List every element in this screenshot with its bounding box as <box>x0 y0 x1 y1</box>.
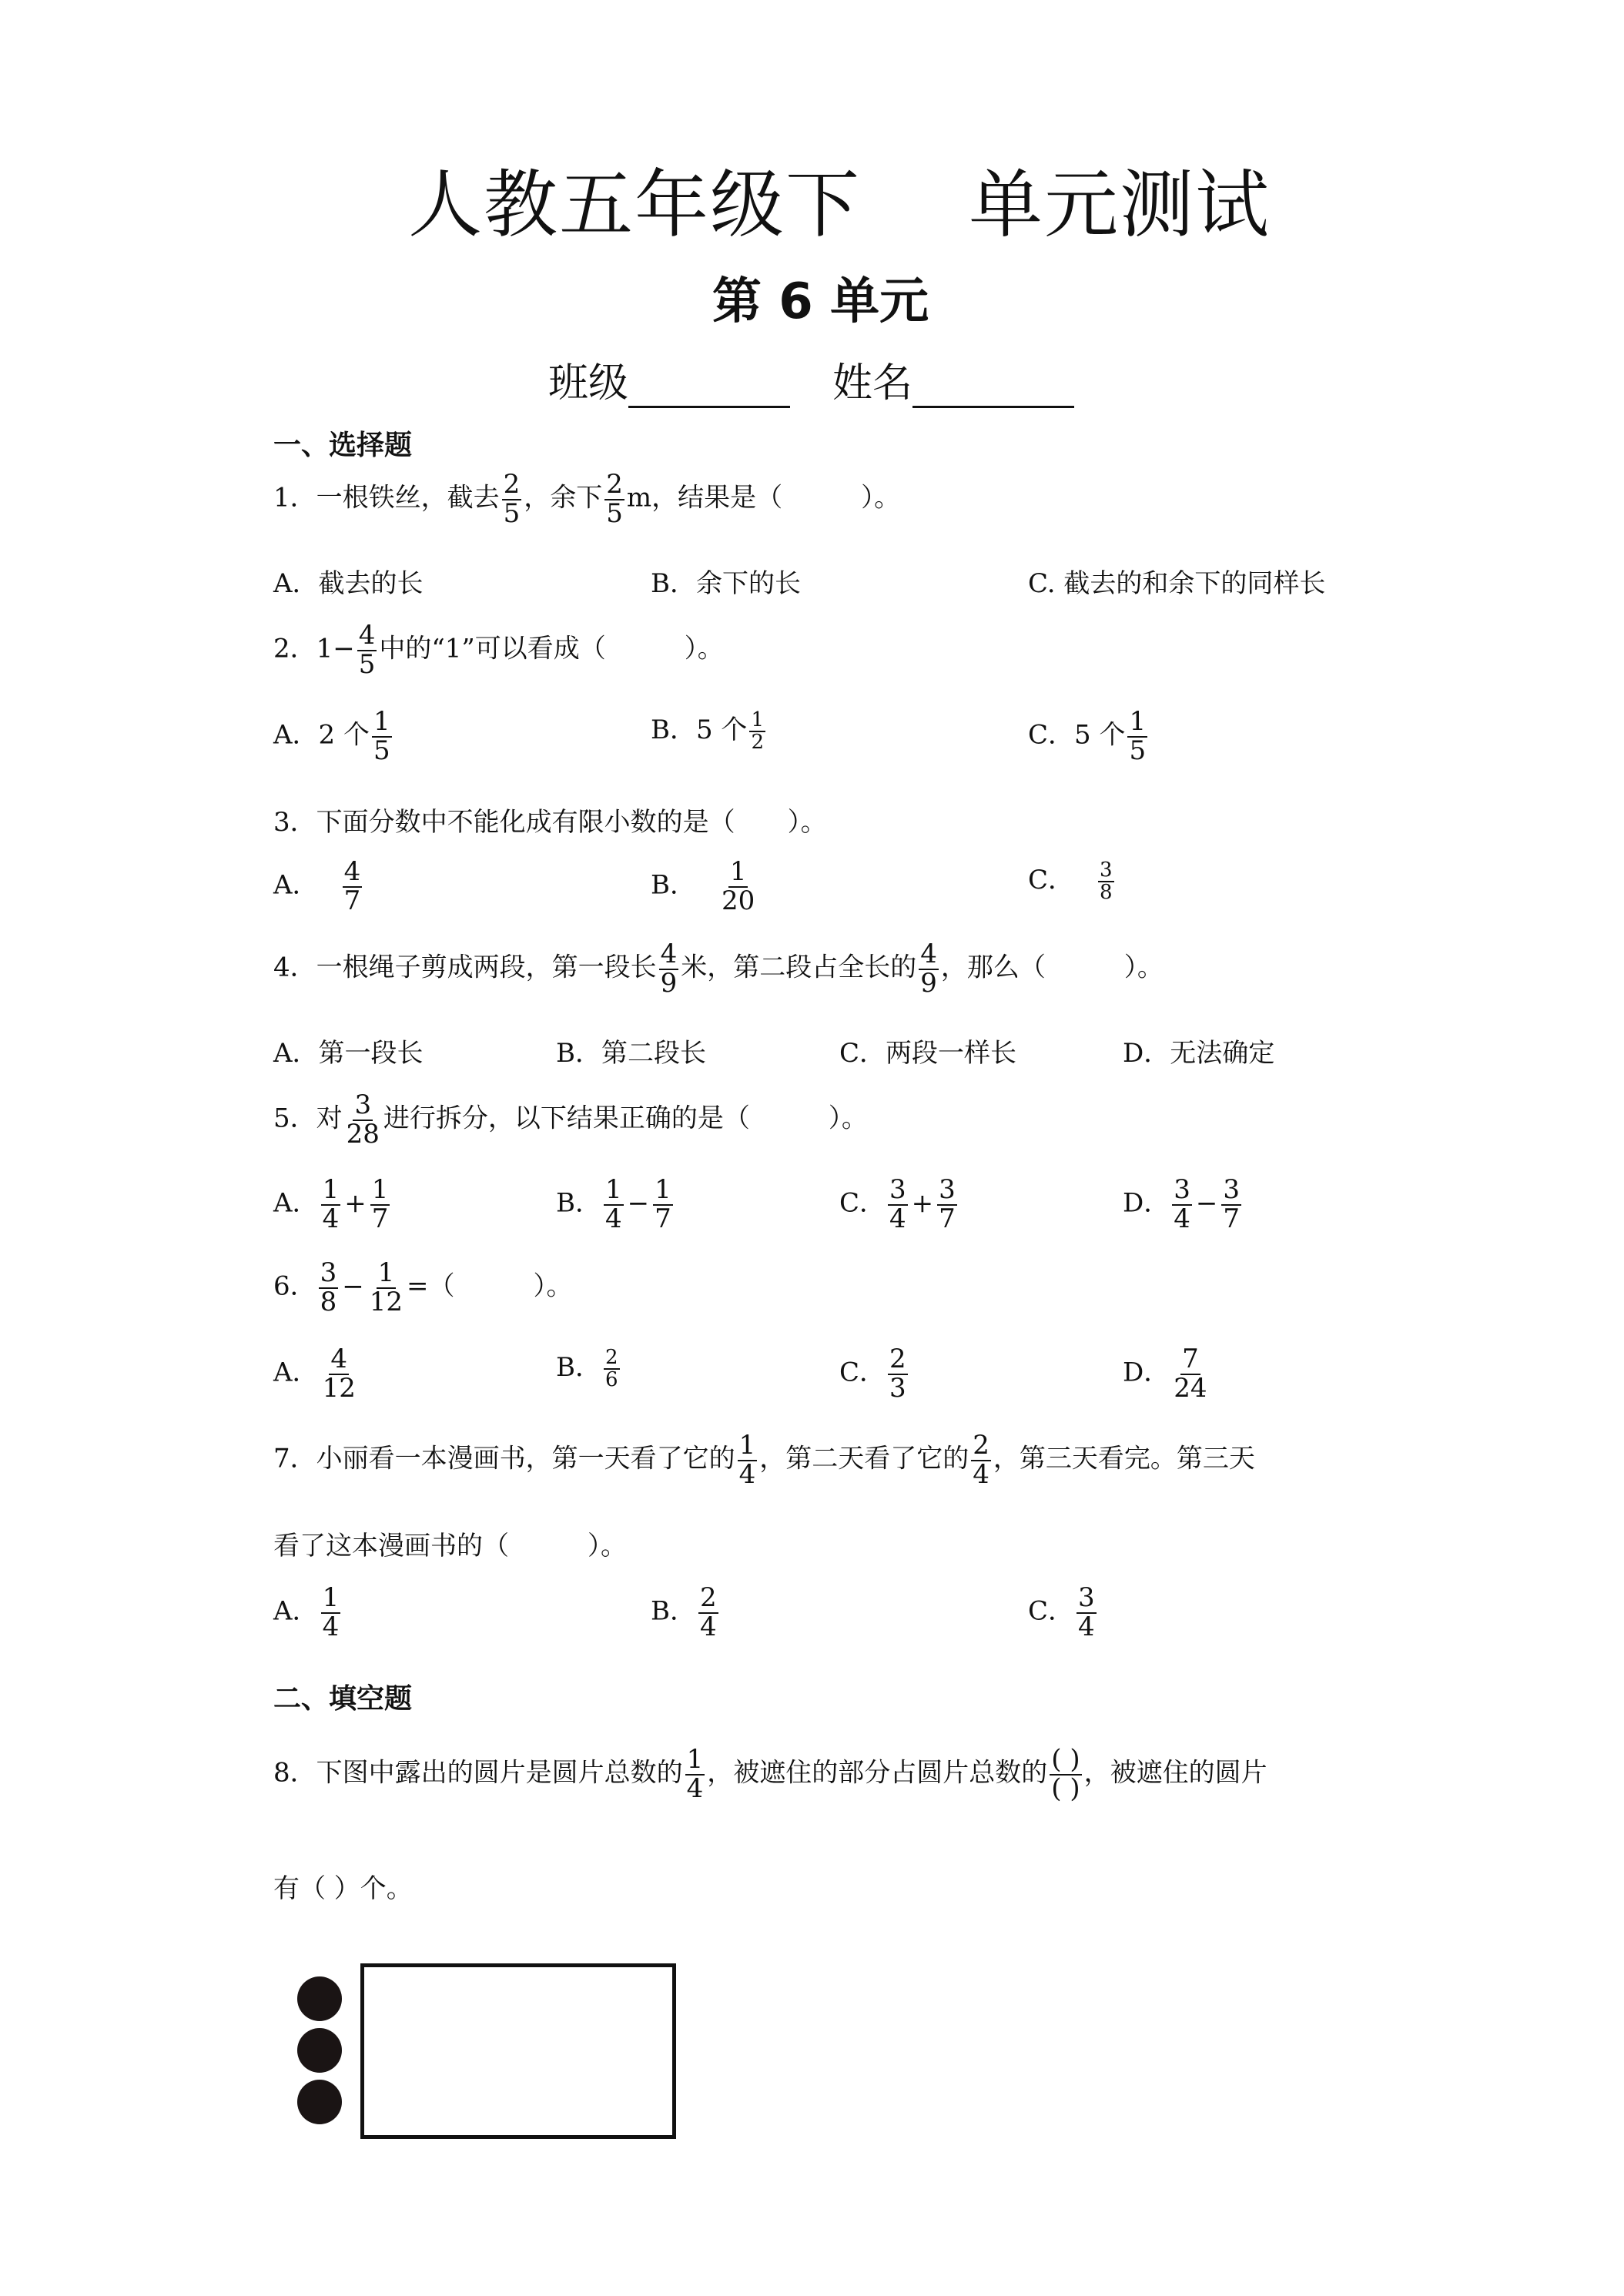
name-blank[interactable] <box>912 366 1074 408</box>
q2-prefix: 2．1− <box>273 633 355 664</box>
q5-option-b[interactable]: B． $\frac{1}{4}$ − $\frac{1}{7}$ <box>556 1174 671 1234</box>
q7-option-c[interactable]: C． $\frac{3}{4}$ <box>1028 1582 1095 1642</box>
title-left: 人教五年级下 <box>408 162 861 248</box>
q1-mid: ，余下 <box>524 482 603 514</box>
question-1 <box>273 471 900 527</box>
q3-option-c[interactable]: C． $\frac{3}{8}$ <box>1028 858 1113 904</box>
q1-fraction-2: $\frac{2}{5}$ <box>606 469 623 529</box>
class-name-line <box>548 350 1074 408</box>
q5-option-d[interactable]: D． $\frac{3}{4}$ − $\frac{3}{7}$ <box>1123 1174 1241 1234</box>
q5-suffix: 进行拆分，以下结果正确的是（ ）。 <box>383 1103 868 1134</box>
q4-option-a[interactable]: A．第一段长 <box>273 1038 424 1069</box>
q3-option-b[interactable]: B． $\frac{1}{20}$ <box>651 856 755 916</box>
covering-rectangle <box>360 1963 676 2139</box>
q4-mid: 米，第二段占全长的 <box>681 952 917 983</box>
q2-fraction: $\frac{4}{5}$ <box>358 620 376 680</box>
visible-circle-1 <box>297 1976 342 2021</box>
q6-suffix: =（ ）。 <box>407 1270 573 1302</box>
q1-option-a[interactable]: A．截去的长 <box>273 568 424 599</box>
q6-option-d[interactable]: D． $\frac{7}{24}$ <box>1123 1344 1207 1404</box>
q4-fraction-2: $\frac{4}{9}$ <box>920 939 937 999</box>
q4-suffix: ，那么（ ）。 <box>940 952 1164 983</box>
question-3: 3．下面分数中不能化成有限小数的是（ ）。 <box>273 807 827 838</box>
q5-prefix: 5．对 <box>273 1103 343 1134</box>
q1-option-b[interactable]: B．余下的长 <box>651 568 801 599</box>
q2-option-c[interactable]: C．5 个 $\frac{1}{5}$ <box>1028 706 1147 766</box>
question-2 <box>273 622 724 678</box>
q6-option-b[interactable]: B． $\frac{2}{6}$ <box>556 1345 618 1391</box>
q2-option-a[interactable]: A．2 个 $\frac{1}{5}$ <box>273 706 390 766</box>
visible-circle-2 <box>297 2028 342 2073</box>
question-8 <box>273 1746 1267 1802</box>
name-label: 姓名 <box>832 360 913 407</box>
q1-suffix: m，结果是（ ）。 <box>626 482 901 514</box>
q4-fraction-1: $\frac{4}{9}$ <box>660 939 678 999</box>
q8-suffix: ，被遮住的圆片 <box>1083 1757 1267 1789</box>
q3-option-a[interactable]: A． $\frac{4}{7}$ <box>273 856 361 916</box>
q7-fraction-1: $\frac{1}{4}$ <box>738 1430 756 1490</box>
page-title <box>408 146 1271 252</box>
q6-operator: − <box>342 1270 364 1302</box>
q6-fraction-1: $\frac{3}{8}$ <box>320 1257 337 1317</box>
q7-option-a[interactable]: A． $\frac{1}{4}$ <box>273 1582 340 1642</box>
q4-option-b[interactable]: B．第二段长 <box>556 1038 706 1069</box>
q5-option-a[interactable]: A． $\frac{1}{4}$ + $\frac{1}{7}$ <box>273 1174 389 1234</box>
question-7-line-2: 看了这本漫画书的（ ）。 <box>273 1531 627 1561</box>
class-label: 班级 <box>548 360 629 407</box>
q5-option-c[interactable]: C． $\frac{3}{4}$ + $\frac{3}{7}$ <box>839 1174 956 1234</box>
q5-fraction: $\frac{3}{28}$ <box>346 1089 380 1150</box>
visible-circle-3 <box>297 2080 342 2124</box>
q8-prefix: 8．下图中露出的圆片是圆片总数的 <box>273 1757 683 1789</box>
q4-option-d[interactable]: D．无法确定 <box>1123 1038 1275 1069</box>
q7-mid: ，第二天看了它的 <box>759 1443 969 1474</box>
q4-option-c[interactable]: C．两段一样长 <box>839 1038 1017 1069</box>
q2-suffix: 中的“1”可以看成（ ）。 <box>379 633 724 664</box>
unit-subtitle: 第 6 单元 <box>712 273 929 330</box>
q7-suffix: ，第三天看完。第三天 <box>993 1443 1255 1474</box>
q4-prefix: 4．一根绳子剪成两段，第一段长 <box>273 952 657 983</box>
q8-answer-fraction[interactable]: ( ) ( ) <box>1051 1744 1080 1804</box>
q6-fraction-2: $\frac{1}{12}$ <box>369 1257 403 1317</box>
q7-fraction-2: $\frac{2}{4}$ <box>973 1430 989 1490</box>
q1-prefix: 1．一根铁丝，截去 <box>273 482 500 514</box>
title-right: 单元测试 <box>969 162 1271 248</box>
q6-option-a[interactable]: A． $\frac{4}{12}$ <box>273 1344 356 1404</box>
q6-prefix: 6． <box>273 1270 316 1302</box>
class-blank[interactable] <box>628 366 790 408</box>
q1-option-c[interactable]: C. 截去的和余下的同样长 <box>1028 568 1326 599</box>
q8-mid: ，被遮住的部分占圆片总数的 <box>707 1757 1048 1789</box>
q7-option-b[interactable]: B． $\frac{2}{4}$ <box>651 1582 717 1642</box>
section-fill-title: 二、填空题 <box>273 1683 413 1715</box>
q8-fraction-1: $\frac{1}{4}$ <box>686 1744 704 1804</box>
q1-fraction-1: $\frac{2}{5}$ <box>503 469 521 529</box>
q7-prefix: 7．小丽看一本漫画书，第一天看了它的 <box>273 1443 735 1474</box>
question-8-line-2: 有（ ）个。 <box>273 1873 413 1904</box>
question-6 <box>273 1257 573 1317</box>
q2-option-b[interactable]: B．5 个 $\frac{1}{2}$ <box>651 708 764 754</box>
q6-option-c[interactable]: C． $\frac{2}{3}$ <box>839 1344 906 1404</box>
question-4 <box>273 941 1164 997</box>
question-7 <box>273 1432 1255 1488</box>
section-choice-title: 一、选择题 <box>273 430 413 461</box>
question-5 <box>273 1089 868 1150</box>
